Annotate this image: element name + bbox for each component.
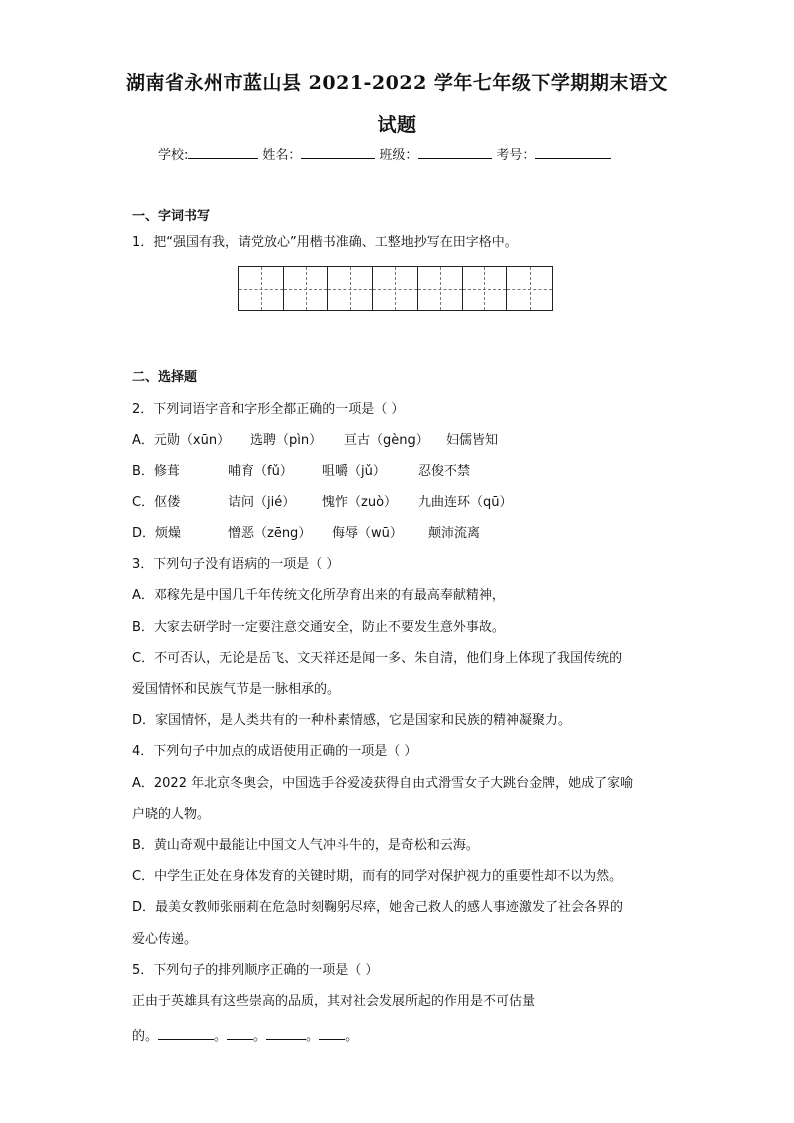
document-title-line1: 湖南省永州市蓝山县 2021-2022 学年七年级下学期期末语文 [126,72,668,94]
name-label: 姓名： [262,148,302,163]
question-4-option-a-cont: 户晓的人物。 [132,807,211,822]
grid-cell[interactable] [418,267,463,310]
school-field[interactable] [188,144,258,159]
section-heading-1: 一、字词书写 [132,209,211,224]
period: 。 [345,1029,359,1044]
question-4-option-b: B．黄山奇观中最能让中国文人气冲斗牛的，是奇松和云海。 [132,838,479,853]
question-4-option-c: C．中学生正处在身体发育的关键时期，而有的同学对保护视力的重要性却不以为然。 [132,869,623,884]
question-3-option-a: A．邓稼先是中国几千年传统文化所孕育出来的有最高奉献精神， [132,588,505,603]
option-item: A．元勋（xūn） [132,433,231,448]
option-item: 咀嚼（jǔ） [322,464,386,479]
option-item: 诘问（jié） [228,495,296,510]
grid-cell[interactable] [373,267,418,310]
grid-cell[interactable] [507,267,552,310]
grid-cell[interactable] [284,267,329,310]
question-4-option-d-cont: 爱心传递。 [132,932,198,947]
option-item: 九曲连环（qū） [418,495,513,510]
question-3-option-c: C．不可否认，无论是岳飞、文天祥还是闻一多、朱自清，他们身上体现了我国传统的 [132,651,623,666]
question-3-option-c-cont: 爱国情怀和民族气节是一脉相承的。 [132,682,341,697]
question-3-option-b: B．大家去研学时一定要注意交通安全，防止不要发生意外事故。 [132,620,505,635]
question-2-stem: 2．下列词语字音和字形全都正确的一项是（ ） [132,402,405,417]
question-2-option-b [132,465,470,478]
question-2-option-d [132,527,480,540]
question-4-option-d: D．最美女教师张丽莉在危急时刻鞠躬尽瘁，她舍己救人的感人事迹激发了社会各界的 [132,900,624,915]
question-2-option-a [132,434,498,447]
option-item: 选聘（pìn） [250,433,323,448]
answer-blank[interactable] [266,1027,306,1040]
option-item: 忍俊不禁 [418,464,471,479]
question-5-stem: 5．下列句子的排列顺序正确的一项是（ ） [132,963,379,978]
option-item: D．烦燥 [132,526,182,541]
option-item: 颠沛流离 [428,526,481,541]
question-3-stem: 3．下列句子没有语病的一项是（ ） [132,557,340,572]
question-2-option-c [132,496,513,509]
period: 。 [306,1029,320,1044]
name-field[interactable] [301,144,375,159]
question-5-passage: 正由于英雄具有这些崇高的品质，其对社会发展所起的作用是不可估量 [132,994,536,1009]
question-1: 1．把“强国有我，请党放心”用楷书准确、工整地抄写在田字格中。 [132,235,518,250]
answer-blank[interactable] [227,1027,253,1040]
number-label: 考号： [496,148,536,163]
student-info-row [158,144,615,163]
school-label: 学校: [158,148,189,163]
grid-cell[interactable] [463,267,508,310]
document-title-line2: 试题 [377,114,417,136]
grid-cell[interactable] [328,267,373,310]
class-field[interactable] [418,144,492,159]
period: 。 [214,1029,228,1044]
option-item: 侮辱（wū） [332,526,403,541]
option-item: B．修葺 [132,464,180,479]
option-item: 妇儒皆知 [446,433,499,448]
option-item: 愧怍（zuò） [322,495,398,510]
answer-blank[interactable] [319,1027,345,1040]
option-item: 亘古（gèng） [344,433,429,448]
period: 。 [253,1029,267,1044]
passage-text: 的。 [132,1029,159,1044]
grid-cell[interactable] [239,267,284,310]
question-4-stem: 4．下列句子中加点的成语使用正确的一项是（ ） [132,744,418,759]
number-field[interactable] [535,144,611,159]
option-item: 憎恶（zēng） [228,526,312,541]
option-item: 哺育（fǔ） [228,464,293,479]
tianzige-grid[interactable] [238,266,553,311]
answer-blank[interactable] [158,1027,214,1040]
class-label: 班级： [379,148,419,163]
question-3-option-d: D．家国情怀，是人类共有的一种朴素情感，它是国家和民族的精神凝聚力。 [132,713,572,728]
question-5-blanks [132,1027,358,1043]
section-heading-2: 二、选择题 [132,370,198,385]
option-item: C．伛偻 [132,495,181,510]
question-4-option-a: A．2022 年北京冬奥会，中国选手谷爱凌获得自由式滑雪女子大跳台金牌，她成了家喻 [132,776,634,791]
